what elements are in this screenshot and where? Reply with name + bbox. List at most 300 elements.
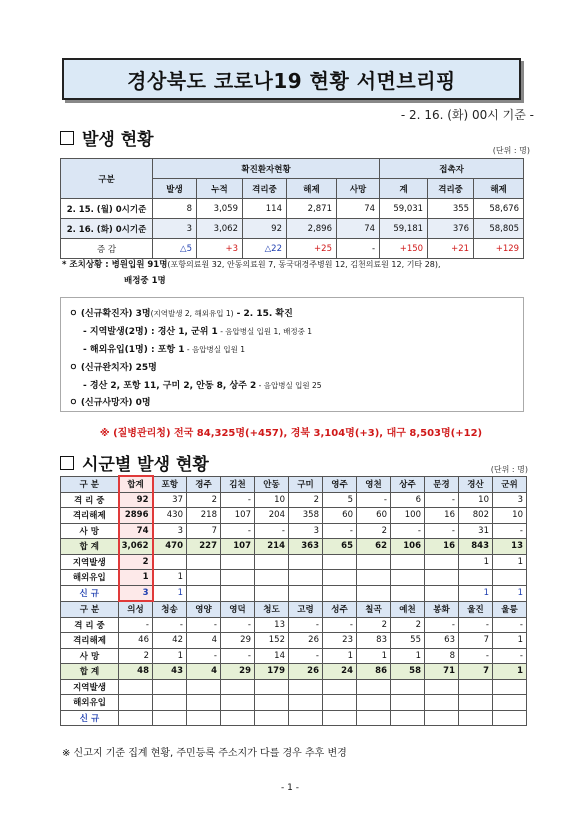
header-cell: 합계: [119, 476, 153, 492]
header-category: 구분: [61, 159, 153, 199]
table-cell: [119, 695, 153, 711]
table-cell: 1: [357, 648, 391, 664]
table-row: [61, 679, 527, 695]
table-cell: [391, 585, 425, 601]
table-cell: [391, 695, 425, 711]
table-cell: 2,896: [287, 219, 337, 239]
table-cell: [289, 585, 323, 601]
table-cell: 13: [493, 539, 527, 555]
header-cell: 영덕: [221, 601, 255, 617]
table-cell: -: [425, 492, 459, 508]
header-cell: 의성: [119, 601, 153, 617]
row-label: 합 계: [61, 664, 119, 680]
table-cell: 62: [357, 539, 391, 555]
header-cell: 울릉: [493, 601, 527, 617]
header-cell: 김천: [221, 476, 255, 492]
table-cell: △22: [243, 239, 287, 259]
table-cell: 8: [425, 648, 459, 664]
case-text: - 해외유입(1명) : 포항 1: [83, 345, 185, 355]
page-number: - 1 -: [281, 783, 299, 793]
table-cell: [357, 710, 391, 726]
table-cell: 3: [119, 585, 153, 601]
table-cell: [425, 695, 459, 711]
unit-label: (단위 : 명): [490, 465, 528, 474]
case-text: ㅇ (신규사망자) 0명: [69, 398, 151, 408]
table-cell: [493, 570, 527, 586]
row-label: 증 감: [61, 239, 153, 259]
table-cell: 1: [153, 585, 187, 601]
table-cell: [459, 695, 493, 711]
table-cell: 55: [391, 633, 425, 649]
section-title: 발생 현황: [82, 130, 154, 150]
table-cell: [425, 710, 459, 726]
table-cell: 29: [221, 664, 255, 680]
table-row: [61, 492, 527, 508]
header-cell: 해제: [287, 179, 337, 199]
case-text: ㅇ (신규완치자) 25명: [69, 363, 157, 373]
table-cell: 74: [337, 219, 380, 239]
table-cell: 71: [425, 664, 459, 680]
table-row: [61, 523, 527, 539]
table-cell: 2: [357, 523, 391, 539]
table-cell: 430: [153, 508, 187, 524]
table-cell: 2,871: [287, 199, 337, 219]
table-cell: 8: [153, 199, 197, 219]
table-cell: 92: [243, 219, 287, 239]
table-cell: -: [289, 648, 323, 664]
table-cell: [391, 710, 425, 726]
header-cell: 구미: [289, 476, 323, 492]
table-cell: 37: [153, 492, 187, 508]
table-cell: [493, 679, 527, 695]
table-cell: 13: [255, 617, 289, 633]
header-cell: 영양: [187, 601, 221, 617]
table-cell: +3: [197, 239, 243, 259]
table-cell: [391, 570, 425, 586]
checkbox-square-icon: [60, 131, 74, 145]
table-cell: 14: [255, 648, 289, 664]
table-cell: [323, 695, 357, 711]
table-cell: [425, 570, 459, 586]
table-cell: 1: [493, 633, 527, 649]
header-cell: 격리중: [428, 179, 474, 199]
header-cell: 해제: [474, 179, 524, 199]
table-cell: 5: [323, 492, 357, 508]
row-label: 사 망: [61, 523, 119, 539]
row-label: 격리해제: [61, 508, 119, 524]
table-cell: -: [493, 523, 527, 539]
header-cell: 고령: [289, 601, 323, 617]
table-cell: 1: [391, 648, 425, 664]
table-cell: [255, 554, 289, 570]
header-cell: 경주: [187, 476, 221, 492]
row-label: 합 계: [61, 539, 119, 555]
table-cell: [391, 679, 425, 695]
document-title: 경상북도 코로나19 현황 서면브리핑: [62, 58, 521, 100]
table-cell: [221, 585, 255, 601]
table-cell: 2: [119, 648, 153, 664]
table-cell: 179: [255, 664, 289, 680]
table-cell: 31: [459, 523, 493, 539]
table-cell: -: [255, 523, 289, 539]
table-cell: 65: [323, 539, 357, 555]
case-text: - 음압병실 입원 1: [184, 345, 245, 354]
table-row: [61, 664, 527, 680]
table-cell: +21: [428, 239, 474, 259]
table-cell: 59,181: [380, 219, 428, 239]
header-cell: 안동: [255, 476, 289, 492]
table-cell: -: [153, 617, 187, 633]
table-cell: 2: [119, 554, 153, 570]
header-cell: 칠곡: [357, 601, 391, 617]
table-header-row: [61, 601, 527, 617]
table-cell: 3: [289, 523, 323, 539]
header-confirmed: 확진환자현황: [153, 159, 380, 179]
table-cell: [221, 710, 255, 726]
table-cell: -: [221, 492, 255, 508]
table-row: [61, 199, 524, 219]
table-row: [61, 710, 527, 726]
header-cell: 청송: [153, 601, 187, 617]
header-cell: 누적: [197, 179, 243, 199]
table-cell: -: [337, 239, 380, 259]
table-cell: 2: [391, 617, 425, 633]
national-status-line: ※ (질병관리청) 전국 84,325명(+457), 경북 3,104명(+3), 대구 8,503명(+12): [99, 428, 483, 439]
table-cell: 43: [153, 664, 187, 680]
table-cell: 16: [425, 539, 459, 555]
table-cell: 470: [153, 539, 187, 555]
table-cell: 3: [153, 219, 197, 239]
table-cell: +129: [474, 239, 524, 259]
table-cell: [187, 585, 221, 601]
table-cell: [187, 695, 221, 711]
header-cell: 문경: [425, 476, 459, 492]
table-cell: [493, 695, 527, 711]
table-cell: 3,062: [119, 539, 153, 555]
table-cell: [425, 554, 459, 570]
table-cell: 83: [357, 633, 391, 649]
table-cell: [357, 585, 391, 601]
table-cell: 355: [428, 199, 474, 219]
header-cell: 격리중: [243, 179, 287, 199]
table-cell: 1: [493, 554, 527, 570]
table-cell: [459, 710, 493, 726]
table-cell: 58: [391, 664, 425, 680]
recovered-detail-line: [83, 378, 322, 391]
table-cell: 74: [337, 199, 380, 219]
table-cell: [153, 679, 187, 695]
table-cell: -: [425, 523, 459, 539]
table-cell: -: [289, 617, 323, 633]
occurrence-table: [60, 158, 524, 259]
section-title: 시군별 발생 현황: [82, 455, 209, 475]
measures-prefix: * 조치상황 :: [62, 260, 112, 270]
table-cell: 204: [255, 508, 289, 524]
case-text: ㅇ (신규확진자) 3명: [69, 309, 151, 319]
table-cell: 107: [221, 508, 255, 524]
row-label: 지역발생: [61, 679, 119, 695]
measures-pending: 배정중 1명: [124, 276, 166, 286]
table-cell: -: [493, 617, 527, 633]
table-cell: 92: [119, 492, 153, 508]
table-cell: 10: [493, 508, 527, 524]
header-cell: 성주: [323, 601, 357, 617]
table-cell: [255, 695, 289, 711]
local-case-line: [83, 324, 312, 337]
reference-date: - 2. 16. (화) 00시 기준 -: [400, 108, 534, 122]
table-cell: [119, 710, 153, 726]
table-cell: [323, 710, 357, 726]
table-cell: 42: [153, 633, 187, 649]
table-cell: 16: [425, 508, 459, 524]
case-summary-box: [60, 297, 524, 412]
table-cell: -: [323, 523, 357, 539]
section-region-heading: [60, 450, 209, 475]
table-cell: -: [391, 523, 425, 539]
header-cell: 울진: [459, 601, 493, 617]
row-label: 2. 16. (화) 0시기준: [61, 219, 153, 239]
case-text: - 음압병실 입원 25: [256, 381, 322, 390]
table-cell: [289, 695, 323, 711]
unit-label: (단위 : 명): [492, 146, 530, 155]
table-cell: [323, 570, 357, 586]
table-cell: 1: [493, 664, 527, 680]
table-cell: 363: [289, 539, 323, 555]
table-cell: 4: [187, 664, 221, 680]
table-cell: [153, 710, 187, 726]
table-cell: [255, 585, 289, 601]
table-cell: [119, 679, 153, 695]
table-cell: [221, 695, 255, 711]
table-cell: 58,805: [474, 219, 524, 239]
table-cell: +25: [287, 239, 337, 259]
table-cell: 6: [391, 492, 425, 508]
table-cell: 4: [187, 633, 221, 649]
table-cell: 100: [391, 508, 425, 524]
table-cell: 802: [459, 508, 493, 524]
header-cell: 포항: [153, 476, 187, 492]
header-cell: 경산: [459, 476, 493, 492]
table-cell: [289, 679, 323, 695]
region-table: [60, 475, 527, 726]
table-cell: [459, 570, 493, 586]
table-cell: 58,676: [474, 199, 524, 219]
table-cell: 2: [289, 492, 323, 508]
row-label: 신 규: [61, 710, 119, 726]
header-cell: 사망: [337, 179, 380, 199]
case-text: (지역발생 2, 해외유입 1): [150, 309, 234, 318]
header-cell: 영천: [357, 476, 391, 492]
table-cell: -: [187, 648, 221, 664]
table-cell: 376: [428, 219, 474, 239]
table-cell: -: [459, 617, 493, 633]
table-cell: [459, 679, 493, 695]
table-row: [61, 219, 524, 239]
table-cell: 3,062: [197, 219, 243, 239]
row-label: 2. 15. (월) 0시기준: [61, 199, 153, 219]
table-cell: [357, 554, 391, 570]
table-cell: [187, 554, 221, 570]
table-row: [61, 695, 527, 711]
table-cell: [187, 710, 221, 726]
row-label: 지역발생: [61, 554, 119, 570]
table-cell: [323, 585, 357, 601]
table-row: [61, 570, 527, 586]
table-cell: 1: [153, 570, 187, 586]
table-cell: 23: [323, 633, 357, 649]
table-cell: -: [357, 492, 391, 508]
measures-note: [62, 257, 532, 289]
table-cell: [391, 554, 425, 570]
table-cell: 3,059: [197, 199, 243, 219]
table-cell: 114: [243, 199, 287, 219]
table-cell: -: [221, 617, 255, 633]
table-cell: -: [493, 648, 527, 664]
row-label: 격리해제: [61, 633, 119, 649]
table-cell: 1: [153, 648, 187, 664]
table-row: [61, 648, 527, 664]
table-cell: [187, 570, 221, 586]
table-cell: -: [459, 648, 493, 664]
table-cell: 10: [255, 492, 289, 508]
table-row: [61, 508, 527, 524]
table-cell: -: [119, 617, 153, 633]
header-cell: 영주: [323, 476, 357, 492]
table-cell: -: [221, 523, 255, 539]
header-cell: 상주: [391, 476, 425, 492]
table-cell: 3: [493, 492, 527, 508]
table-cell: [255, 679, 289, 695]
row-label: 격 리 중: [61, 492, 119, 508]
measures-detail: (포항의료원 32, 안동의료원 7, 동국대경주병원 12, 김천의료원 12, 기타 28),: [167, 260, 441, 269]
table-cell: 26: [289, 633, 323, 649]
header-cell: 발생: [153, 179, 197, 199]
table-cell: 59,031: [380, 199, 428, 219]
row-label: 사 망: [61, 648, 119, 664]
table-row: [61, 617, 527, 633]
new-deaths-line: [69, 395, 151, 408]
header-cell: 구 분: [61, 476, 119, 492]
table-cell: 63: [425, 633, 459, 649]
table-cell: 60: [323, 508, 357, 524]
table-cell: [357, 695, 391, 711]
table-cell: 1: [459, 554, 493, 570]
case-text: - 경산 2, 포항 11, 구미 2, 안동 8, 상주 2: [83, 381, 257, 391]
table-cell: 1: [493, 585, 527, 601]
table-cell: 29: [221, 633, 255, 649]
table-cell: [289, 570, 323, 586]
section-occurrence-heading: [60, 125, 154, 150]
table-row: [61, 554, 527, 570]
table-cell: [323, 554, 357, 570]
row-label: 해외유입: [61, 695, 119, 711]
table-cell: -: [221, 648, 255, 664]
table-cell: [289, 710, 323, 726]
table-cell: -: [187, 617, 221, 633]
table-cell: 48: [119, 664, 153, 680]
table-cell: [289, 554, 323, 570]
row-label: 해외유입: [61, 570, 119, 586]
table-cell: 218: [187, 508, 221, 524]
table-cell: [255, 570, 289, 586]
overseas-case-line: [83, 342, 245, 355]
footnote: ※ 신고지 기준 집계 현황, 주민등록 주소지가 다를 경우 추후 변경: [62, 748, 347, 759]
table-cell: [425, 679, 459, 695]
table-cell: 2: [357, 617, 391, 633]
row-label: 격 리 중: [61, 617, 119, 633]
table-header-row: [61, 476, 527, 492]
table-cell: 106: [391, 539, 425, 555]
table-cell: [493, 710, 527, 726]
table-cell: [221, 554, 255, 570]
table-cell: [153, 695, 187, 711]
table-cell: -: [323, 617, 357, 633]
table-cell: [255, 710, 289, 726]
header-cell: 청도: [255, 601, 289, 617]
table-cell: △5: [153, 239, 197, 259]
table-cell: 152: [255, 633, 289, 649]
table-cell: 227: [187, 539, 221, 555]
table-cell: 60: [357, 508, 391, 524]
table-cell: 214: [255, 539, 289, 555]
table-row: [61, 239, 524, 259]
table-cell: 3: [153, 523, 187, 539]
table-cell: 107: [221, 539, 255, 555]
table-cell: 26: [289, 664, 323, 680]
table-cell: 74: [119, 523, 153, 539]
table-cell: [221, 679, 255, 695]
table-cell: [357, 679, 391, 695]
table-row: [61, 539, 527, 555]
table-cell: 24: [323, 664, 357, 680]
case-text: - 지역발생(2명) : 경산 1, 군위 1: [83, 327, 218, 337]
table-cell: 1: [119, 570, 153, 586]
table-cell: -: [425, 617, 459, 633]
case-text: - 음압병실 입원 1, 배정중 1: [217, 327, 312, 336]
table-cell: 358: [289, 508, 323, 524]
table-cell: 46: [119, 633, 153, 649]
header-cell: 예천: [391, 601, 425, 617]
table-cell: 7: [459, 664, 493, 680]
checkbox-square-icon: [60, 456, 74, 470]
table-row: [61, 585, 527, 601]
table-cell: 10: [459, 492, 493, 508]
table-cell: 7: [459, 633, 493, 649]
table-cell: 2: [187, 492, 221, 508]
table-cell: 7: [187, 523, 221, 539]
table-cell: [425, 585, 459, 601]
table-cell: [221, 570, 255, 586]
row-label: 신 규: [61, 585, 119, 601]
new-confirmed-line: [69, 306, 293, 319]
table-cell: [323, 679, 357, 695]
header-cell: 봉화: [425, 601, 459, 617]
table-cell: 1: [459, 585, 493, 601]
table-cell: [153, 554, 187, 570]
header-cell: 계: [380, 179, 428, 199]
table-cell: 1: [323, 648, 357, 664]
header-contacts: 접촉자: [380, 159, 524, 179]
new-recovered-line: [69, 360, 157, 373]
header-cell: 구 분: [61, 601, 119, 617]
table-cell: 86: [357, 664, 391, 680]
table-cell: [187, 679, 221, 695]
table-cell: 2896: [119, 508, 153, 524]
table-cell: [357, 570, 391, 586]
case-text: - 2. 15. 확진: [233, 309, 293, 319]
table-row: [61, 633, 527, 649]
table-cell: +150: [380, 239, 428, 259]
